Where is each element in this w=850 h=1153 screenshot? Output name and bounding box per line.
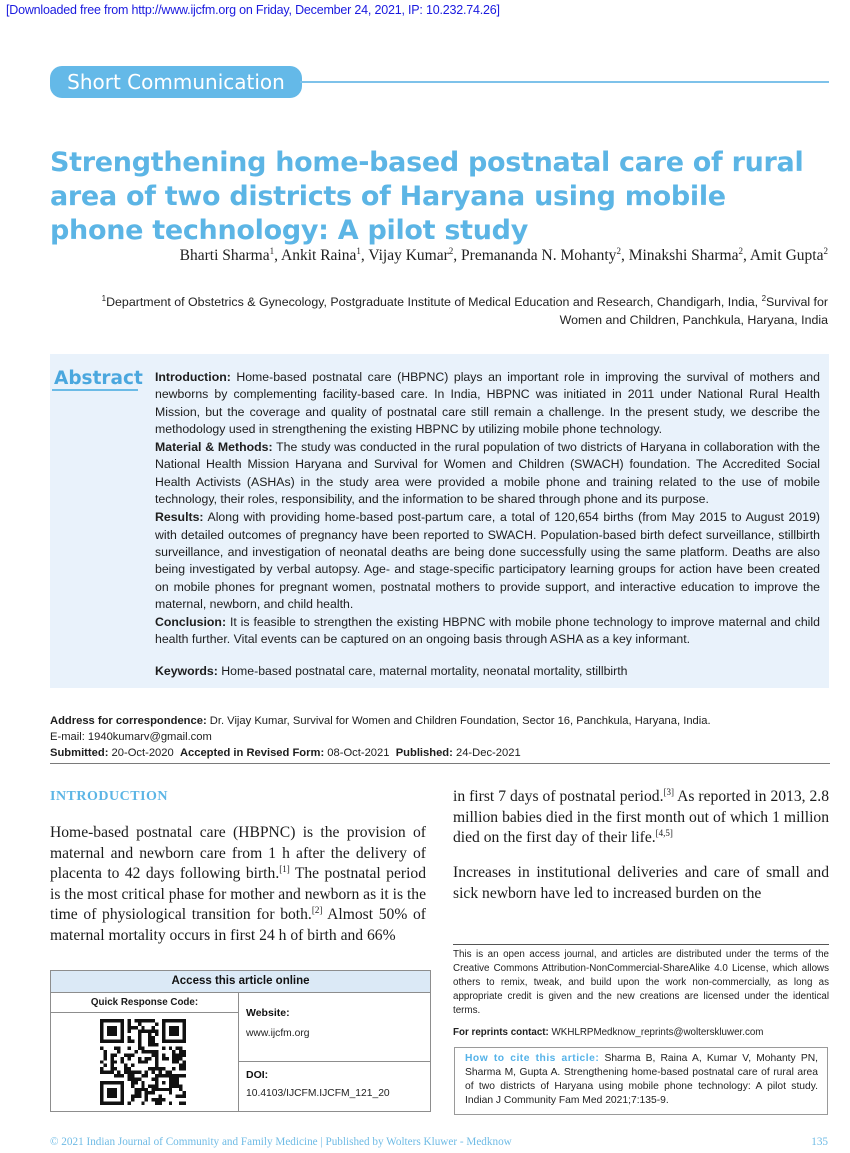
introduction-paragraph-1-continued: in first 7 days of postnatal period.[3] As reported in 2013, 2.8 million babies died in the first month out of which 1 million died on the first day of their life.[4,5] — [453, 786, 829, 846]
correspondence-divider — [50, 763, 830, 764]
how-to-cite-label: How to cite this article: — [465, 1053, 600, 1064]
abstract-label-underline — [52, 389, 138, 391]
citation-link[interactable]: [2] — [311, 904, 323, 915]
section-heading-introduction: INTRODUCTION — [50, 789, 169, 804]
correspondence-address: Address for correspondence: Dr. Vijay Kumar, Survival for Women and Children Foundation, Sector 16, Panchkula, Haryana, India. — [50, 715, 711, 727]
citation-link[interactable]: [4,5] — [655, 827, 673, 838]
page-footer: © 2021 Indian Journal of Community and Family Medicine | Published by Wolters Kluwer - Medknow — [50, 1136, 512, 1148]
doi-cell — [239, 1062, 430, 1111]
reprints-email[interactable]: WKHLRPMedknow_reprints@wolterskluwer.com — [548, 1027, 764, 1038]
correspondence-block — [50, 713, 810, 762]
affiliations: $^1$Department of Obstetrics & Gynecology, Postgraduate Institute of Medical Education and Research, Chandigarh, India, $^2$Survival for Women and Children, Panchkula, Haryana, India — [101, 294, 828, 328]
keywords: Keywords: Home-based postnatal care, maternal mortality, neonatal mortality, stillbirth — [155, 664, 628, 678]
abstract-conclusion: Conclusion: It is feasible to strengthen the existing HBPNC with mobile phone technology to improve maternal and child health further. Vital events can be captured on an ongoing basis through ASHA as a key informant. — [155, 615, 820, 647]
download-banner[interactable]: [Downloaded free from http://www.ijcfm.org on Friday, December 24, 2021, IP: 10.232.74.26] — [6, 3, 500, 17]
correspondence-email[interactable]: E-mail: 1940kumarv@gmail.com — [50, 731, 212, 744]
abstract-results: Results: Along with providing home-based post-partum care, a total of 120,654 births (from May 2015 to August 2019) with detailed outcomes of pregnancy have been reported to SWACH. Population-based birth defect surveillance, stillbirth surveillance, and investigation of neonatal deaths are being done successfully using the same platform. Deaths are also being investigated by verbal autopsy. Age- and stage-specific participatory learning groups for action have been created on mobile phones for pregnant women, postnatal mothers to provide support, and interactive education to improve the maternal, newborn, and child health. — [155, 510, 820, 611]
page-number: 135 — [811, 1136, 828, 1148]
section-tag: Short Communication — [50, 66, 302, 98]
citation-link[interactable]: [1] — [279, 863, 290, 874]
author: Bharti Sharma$^1$, — [179, 246, 282, 265]
author-list — [180, 246, 828, 265]
abstract-methods: Material & Methods: The study was conducted in the rural population of two districts of Haryana in collaboration with the National Health Mission Haryana and Survival for Women and Children (SWACH) foundation. The Accredited Social Health Activists (ASHAs) in the study area were provided a mobile phone and training related to the use of mobile technology, their roles, responsibility, and the information to be shared through phone and its purpose. — [155, 440, 820, 507]
website-cell — [239, 993, 430, 1062]
how-to-cite-box — [454, 1047, 828, 1115]
author: Vijay Kumar$^2$, — [368, 246, 462, 265]
qr-code-label: Quick Response Code: — [51, 993, 239, 1013]
author: Amit Gupta$^2$ — [749, 246, 828, 265]
citation-text: Sharma B, Raina A, Kumar V, Mohanty PN, Sharma M, Gupta A. Strengthening home-based postnatal care of rural area of two districts of Haryana using mobile phone technology: A pilot study. Indian J Community Fam Med 2021;7:135-9. — [465, 1053, 818, 1106]
license-notice: This is an open access journal, and articles are distributed under the terms of the Creative Commons Attribution-NonCommercial-ShareAlike 4.0 License, which allows others to remix, tweak, and build upon the work non-commercially, as long as appropriate credit is given and the new creations are licensed under the identical terms. — [453, 949, 829, 1016]
qr-code-cell — [51, 1013, 239, 1111]
website-link[interactable]: www.ijcfm.org — [246, 1028, 310, 1039]
doi-link[interactable]: 10.4103/IJCFM.IJCFM_121_20 — [246, 1088, 390, 1099]
article-title: Strengthening home-based postnatal care of rural area of two districts of Haryana using mobile phone technology: A pilot study — [50, 147, 804, 246]
abstract-body — [155, 369, 820, 650]
license-divider — [453, 944, 829, 945]
access-article-online-table — [50, 970, 431, 1112]
author: Premananda N. Mohanty$^2$, — [461, 246, 629, 265]
qr-code-icon[interactable] — [100, 1019, 186, 1105]
reprints-contact: For reprints contact: WKHLRPMedknow_reprints@wolterskluwer.com — [453, 1027, 764, 1038]
introduction-paragraph-2: Increases in institutional deliveries and care of small and sick newborn have led to increased burden on the — [453, 864, 829, 902]
abstract-introduction: Introduction: Home-based postnatal care (HBPNC) plays an important role in improving the survival of mothers and newborns by complementing facility-based care. In India, HBPNC was initiated in 2011 under National Rural Health Mission, but the coverage and quality of postnatal care still remain a challenge. In the present study, we describe the methodology used in strengthening the existing HBPNC by utilizing mobile phone technology. — [155, 370, 820, 436]
section-divider — [300, 81, 829, 83]
author: Minakshi Sharma$^2$, — [628, 246, 750, 265]
citation-link[interactable]: [3] — [663, 786, 674, 797]
website-label: Website: — [246, 1007, 290, 1019]
doi-label: DOI: — [246, 1069, 269, 1081]
article-dates: Submitted: 20-Oct-2020 Accepted in Revised Form: 08-Oct-2021 Published: 24-Dec-2021 — [50, 747, 521, 760]
introduction-paragraph-1: Home-based postnatal care (HBPNC) is the provision of maternal and newborn care from 1 h after the delivery of placenta to 42 days following birth.[1] The postnatal period is the most critical phase for mother and newborn as it is the time of physiological transition for both.[2] Almost 50% of maternal mortality occurs in first 24 h of birth and 66% — [50, 824, 426, 944]
access-table-header: Access this article online — [51, 971, 430, 993]
author: Ankit Raina$^1$, — [281, 246, 369, 265]
abstract-label: Abstract — [54, 368, 143, 389]
